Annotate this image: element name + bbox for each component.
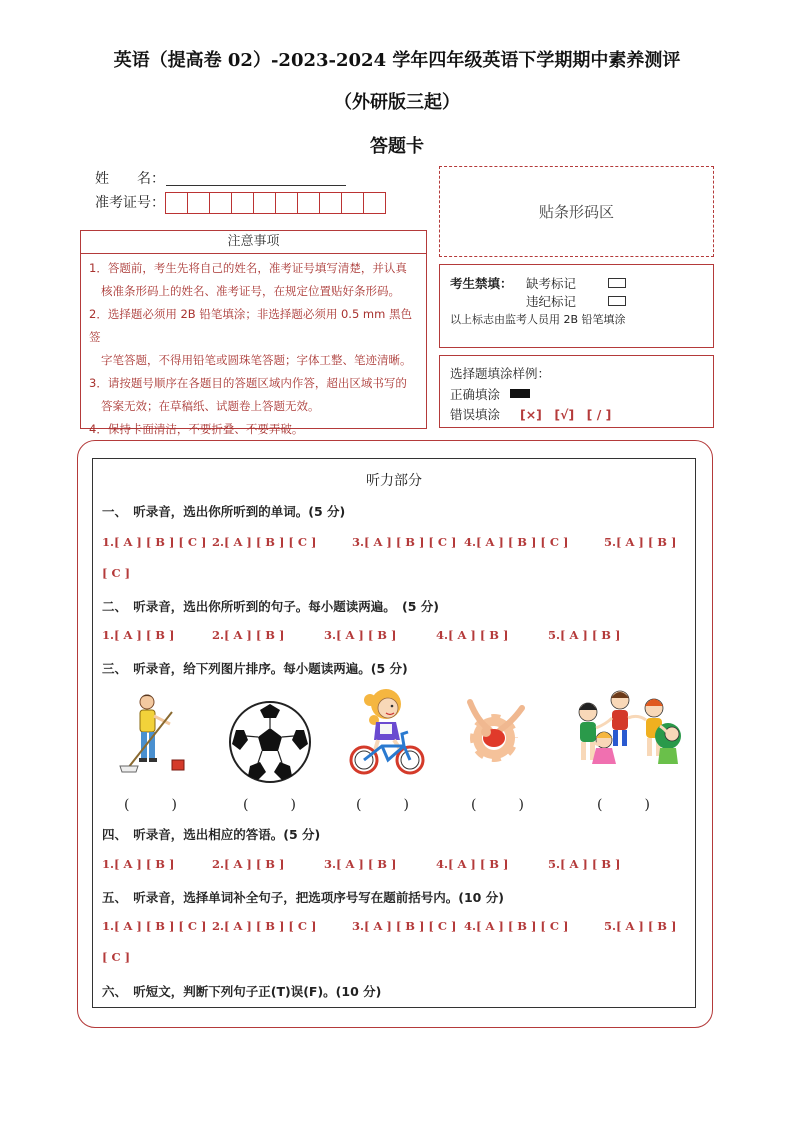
absent-mark-label: 缺考标记 (526, 276, 577, 291)
notice-item: 1．答题前，考生先将自己的姓名，准考证号填写清楚，并认真 (89, 261, 407, 275)
notice-box (80, 230, 427, 436)
id-label: 准考证号： (95, 195, 165, 211)
absent-mark-box[interactable] (608, 278, 626, 288)
soccer-ball-icon (228, 700, 312, 784)
q1-options[interactable]: 1.[ A ] [ B ] [ C ] (102, 919, 207, 933)
id-digit-box[interactable] (253, 192, 276, 214)
picture-3-answer[interactable]: ( ) (356, 797, 409, 813)
examiner-only-box (439, 264, 714, 348)
section-5-heading: 五、 听录音，选择单词补全句子，把选项序号写在题前括号内。(10 分) (102, 890, 504, 905)
examiner-note: 以上标志由监考人员用 2B 铅笔填涂 (450, 313, 626, 326)
notice-item: 4．保持卡面清洁，不要折叠、不要弄破。 (89, 422, 304, 436)
q2-options[interactable]: 2.[ A ] [ B ] [ C ] (212, 919, 317, 933)
section-2-heading: 二、 听录音，选出你所听到的句子。每小题读两遍。 (5 分) (102, 599, 439, 614)
name-field[interactable] (166, 184, 346, 186)
section-3-heading: 三、 听录音，给下列图片排序。每小题读两遍。(5 分) (102, 661, 408, 676)
listening-title: 听力部分 (366, 473, 422, 489)
picture-2-answer[interactable]: ( ) (243, 797, 296, 813)
id-digit-box[interactable] (319, 192, 342, 214)
id-digit-box[interactable] (165, 192, 188, 214)
fill-sample-title: 选择题填涂样例： (450, 366, 551, 381)
wrong-fill-marks: [×] [√] [ / ] (520, 407, 612, 422)
q3-options[interactable]: 3.[ A ] [ B ] (324, 857, 397, 871)
notice-heading: 注意事项 (81, 231, 426, 254)
barcode-area (439, 166, 714, 257)
swimmer-in-ring-icon (460, 694, 530, 768)
q3-options[interactable]: 3.[ A ] [ B ] (324, 628, 397, 642)
q5-option-c[interactable]: [ C ] (102, 566, 131, 580)
q4-options[interactable]: 4.[ A ] [ B ] [ C ] (464, 535, 569, 549)
notice-item: 3．请按题号顺序在各题目的答题区域内作答，超出区域书写的 (89, 376, 407, 390)
picture-4-answer[interactable]: ( ) (471, 797, 524, 813)
wrong-fill-label: 错误填涂 (450, 407, 501, 422)
girl-riding-bike-icon (346, 686, 430, 778)
section-4-heading: 四、 听录音，选出相应的答语。(5 分) (102, 827, 321, 842)
picture-1-answer[interactable]: ( ) (124, 797, 177, 813)
id-digit-box[interactable] (231, 192, 254, 214)
q4-options[interactable]: 4.[ A ] [ B ] (436, 628, 509, 642)
section-6-heading: 六、 听短文，判断下列句子正(T)误(F)。(10 分) (102, 984, 382, 999)
q5-option-c[interactable]: [ C ] (102, 950, 131, 964)
id-digit-box[interactable] (209, 192, 232, 214)
id-digit-box[interactable] (341, 192, 364, 214)
q4-options[interactable]: 4.[ A ] [ B ] [ C ] (464, 919, 569, 933)
q5-options[interactable]: 5.[ A ] [ B ] (548, 628, 621, 642)
picture-5-answer[interactable]: ( ) (597, 797, 650, 813)
id-digit-box[interactable] (297, 192, 320, 214)
q3-options[interactable]: 3.[ A ] [ B ] [ C ] (352, 919, 457, 933)
examiner-only-label: 考生禁填： (450, 276, 513, 291)
q2-options[interactable]: 2.[ A ] [ B ] [ C ] (212, 535, 317, 549)
notice-item: 字笔答题，不得用铅笔或圆珠笔答题；字体工整、笔迹清晰。 (101, 353, 412, 367)
name-label: 姓 名： (95, 171, 165, 187)
q3-options[interactable]: 3.[ A ] [ B ] [ C ] (352, 535, 457, 549)
notice-item: 核准条形码上的姓名、准考证号，在规定位置贴好条形码。 (101, 284, 400, 298)
section-1-heading: 一、 听录音，选出你所听到的单词。(5 分) (102, 504, 346, 519)
id-digit-box[interactable] (187, 192, 210, 214)
id-digit-box[interactable] (363, 192, 386, 214)
q1-options[interactable]: 1.[ A ] [ B ] (102, 628, 175, 642)
q1-options[interactable]: 1.[ A ] [ B ] [ C ] (102, 535, 207, 549)
id-digit-box[interactable] (275, 192, 298, 214)
notice-item: 答案无效；在草稿纸、试题卷上答题无效。 (101, 399, 320, 413)
q1-options[interactable]: 1.[ A ] [ B ] (102, 857, 175, 871)
q2-options[interactable]: 2.[ A ] [ B ] (212, 857, 285, 871)
violation-mark-box[interactable] (608, 296, 626, 306)
answer-sheet-title: 答题卡 (370, 136, 424, 157)
q2-options[interactable]: 2.[ A ] [ B ] (212, 628, 285, 642)
q5-options[interactable]: 5.[ A ] [ B ] (548, 857, 621, 871)
q5-options[interactable]: 5.[ A ] [ B ] (604, 919, 677, 933)
exam-subtitle: （外研版三起） (334, 92, 460, 113)
correct-fill-mark (510, 389, 530, 398)
fill-sample-box (439, 355, 714, 428)
violation-mark-label: 违纪标记 (526, 294, 577, 309)
q4-options[interactable]: 4.[ A ] [ B ] (436, 857, 509, 871)
exam-title: 英语（提高卷 02）-2023-2024 学年四年级英语下学期期中素养测评 (113, 50, 681, 71)
woman-mopping-icon (112, 690, 192, 776)
notice-item: 2．选择题必须用 2B 铅笔填涂；非选择题必须用 0.5 mm 黑色签 (89, 307, 412, 344)
correct-fill-label: 正确填涂 (450, 387, 501, 402)
barcode-label: 贴条形码区 (538, 203, 614, 221)
id-number-boxes[interactable] (166, 192, 386, 214)
children-dancing-icon (568, 686, 688, 778)
q5-options[interactable]: 5.[ A ] [ B ] (604, 535, 677, 549)
